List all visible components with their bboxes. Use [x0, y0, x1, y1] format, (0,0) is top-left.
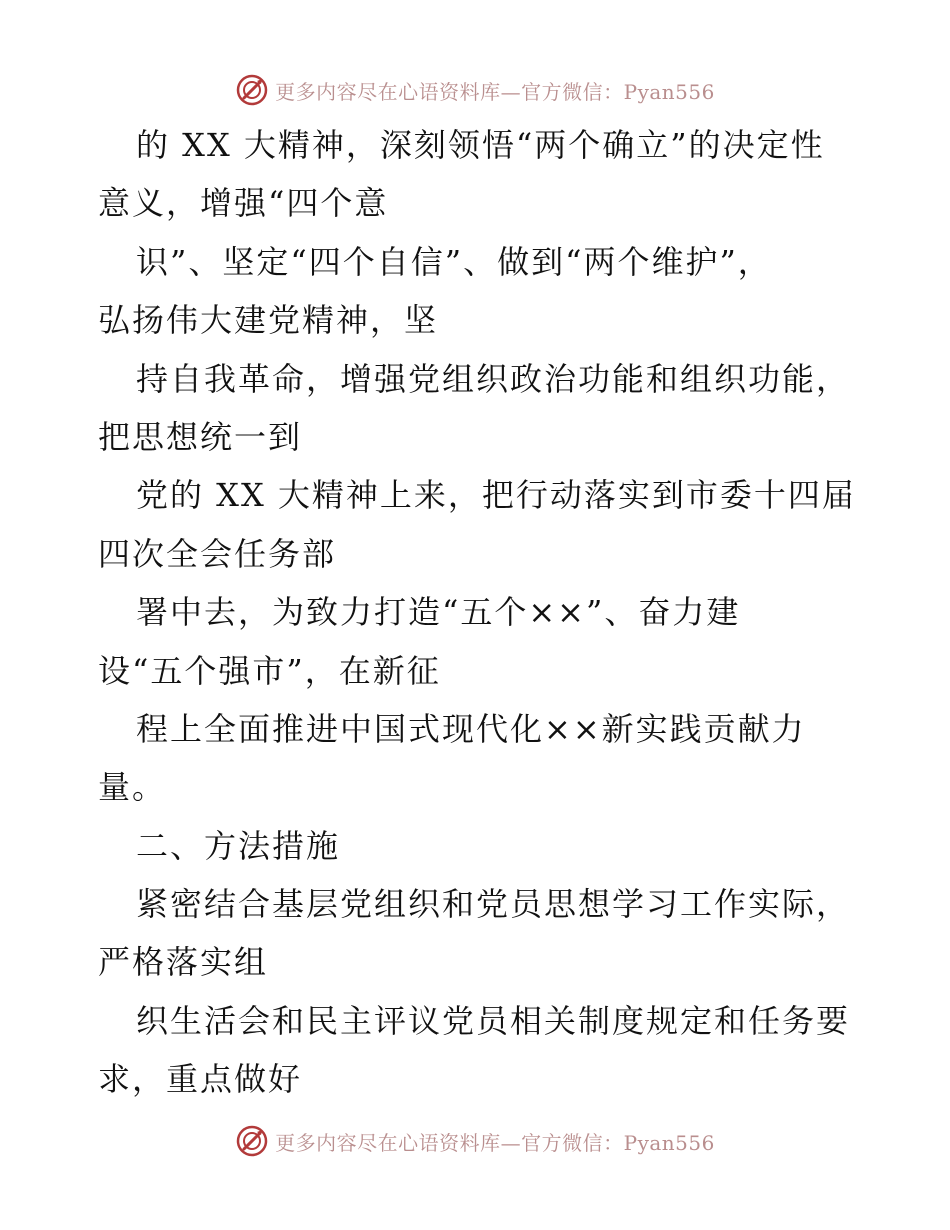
body-line: 量。: [98, 768, 167, 807]
watermark-text: 更多内容尽在心语资料库—官方微信：Pyan556: [275, 1130, 715, 1155]
body-line: 识”、坚定“四个自信”、做到“两个维护”，: [136, 242, 772, 281]
document-body: [98, 116, 858, 1109]
body-line: 弘扬伟大建党精神，坚: [98, 301, 439, 340]
body-line: 的 XX 大精神，深刻领悟“两个确立”的决定性: [136, 126, 825, 164]
body-line: 意义，增强“四个意: [98, 184, 389, 223]
body-line: 织生活会和民主评议党员相关制度规定和任务要: [136, 1001, 851, 1040]
body-line: 程上全面推进中国式现代化××新实践贡献力: [136, 709, 806, 748]
body-line: 严格落实组: [98, 943, 269, 982]
footer-watermark: [0, 1121, 950, 1161]
section-heading: 二、方法措施: [136, 826, 341, 865]
body-line: 署中去，为致力打造“五个××”、奋力建: [136, 593, 741, 632]
body-line: 四次全会任务部: [98, 534, 337, 573]
seal-logo-icon: [235, 1124, 269, 1158]
watermark-text: 更多内容尽在心语资料库—官方微信：Pyan556: [275, 79, 715, 104]
body-line: 持自我革命，增强党组织政治功能和组织功能，: [136, 359, 851, 398]
body-line: 紧密结合基层党组织和党员思想学习工作实际，: [136, 885, 851, 924]
body-line: 把思想统一到: [98, 417, 303, 456]
body-line: 求，重点做好: [98, 1060, 303, 1099]
body-line: 党的 XX 大精神上来，把行动落实到市委十四届: [136, 476, 856, 515]
header-watermark: [0, 70, 950, 110]
body-line: 设“五个强市”，在新征: [98, 651, 441, 690]
seal-logo-icon: [235, 73, 269, 107]
